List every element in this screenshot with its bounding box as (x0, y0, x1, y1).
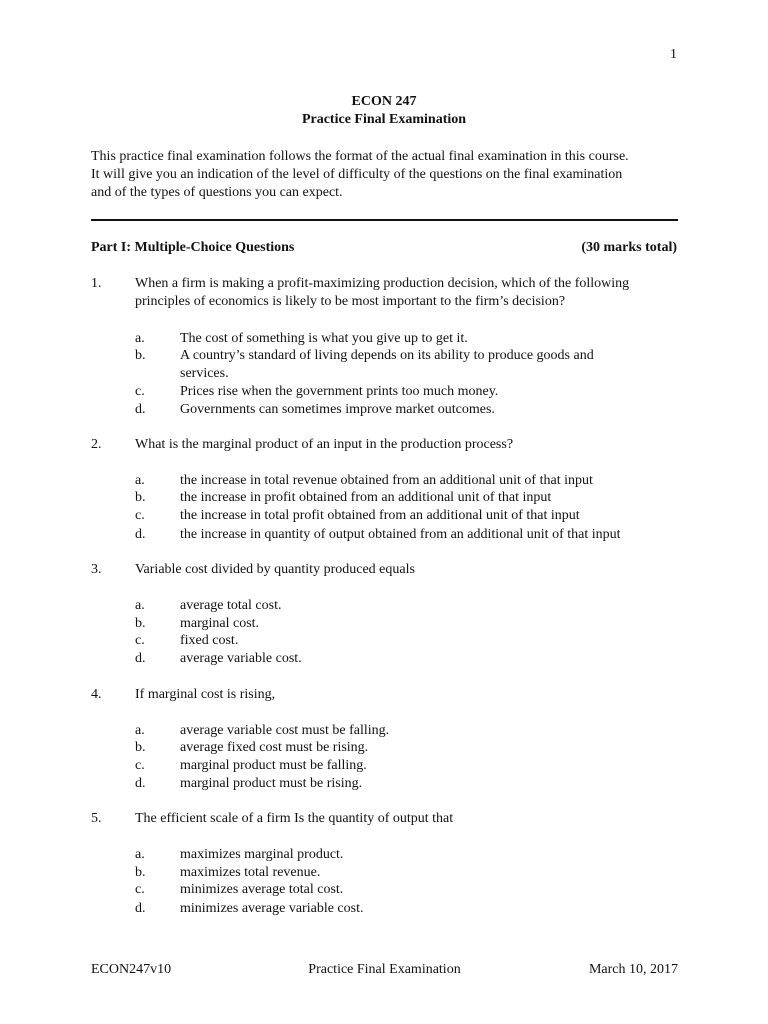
option-line: The cost of something is what you give up to get it. (180, 331, 468, 346)
option-line: services. (180, 366, 229, 381)
document-title: Practice Final Examination (301, 112, 467, 127)
option-text (180, 526, 680, 544)
intro-paragraph (91, 148, 681, 202)
option-text (180, 722, 680, 740)
option-line: Prices rise when the government prints too much money. (180, 384, 499, 399)
option-letter: b. (135, 616, 146, 631)
option-text (180, 632, 680, 650)
question-text (135, 561, 680, 579)
question-text (135, 810, 680, 828)
option-text (180, 775, 680, 793)
option-text (180, 757, 680, 775)
option-letter: a. (135, 598, 145, 613)
option-line: Governments can sometimes improve market outcomes. (180, 402, 495, 417)
option-line: minimizes average variable cost. (180, 901, 364, 916)
question-text (135, 436, 680, 454)
option-text (180, 597, 680, 615)
option-letter: c. (135, 384, 145, 399)
option-line: the increase in total profit obtained from an additional unit of that input (180, 508, 580, 523)
option-line: marginal product must be rising. (180, 776, 363, 791)
question-line: What is the marginal product of an input in the production process? (135, 437, 514, 452)
option-letter: b. (135, 865, 146, 880)
option-letter: d. (135, 402, 146, 417)
footer-doc-id: ECON247v10 (91, 962, 172, 977)
option-letter: a. (135, 723, 145, 738)
option-line: A country’s standard of living depends on its ability to produce goods and (180, 348, 594, 363)
option-line: fixed cost. (180, 633, 239, 648)
option-letter: c. (135, 882, 145, 897)
question-number: 3. (91, 562, 102, 577)
option-letter: b. (135, 740, 146, 755)
footer-title: Practice Final Examination (308, 962, 461, 977)
question-number: 5. (91, 811, 102, 826)
question-number: 4. (91, 687, 102, 702)
question-number: 1. (91, 276, 102, 291)
question-line: Variable cost divided by quantity produced equals (135, 562, 415, 577)
option-line: marginal cost. (180, 616, 260, 631)
option-text (180, 489, 680, 507)
option-text (180, 507, 680, 525)
question-line: principles of economics is likely to be most important to the firm’s decision? (135, 294, 566, 309)
page-number: 1 (670, 47, 677, 62)
option-letter: d. (135, 776, 146, 791)
section-marks: (30 marks total) (581, 240, 677, 255)
option-text (180, 347, 680, 383)
option-line: average variable cost. (180, 651, 302, 666)
option-line: the increase in profit obtained from an additional unit of that input (180, 490, 552, 505)
question-line: When a firm is making a profit-maximizing production decision, which of the following (135, 276, 630, 291)
intro-line: This practice final examination follows the format of the actual final examination in this course. (91, 149, 629, 164)
option-line: average total cost. (180, 598, 282, 613)
question-line: The efficient scale of a firm Is the quantity of output that (135, 811, 454, 826)
option-letter: c. (135, 633, 145, 648)
option-line: minimizes average total cost. (180, 882, 344, 897)
option-line: maximizes marginal product. (180, 847, 344, 862)
section-title: Part I: Multiple-Choice Questions (91, 240, 295, 255)
option-text (180, 900, 680, 918)
horizontal-rule (91, 219, 678, 221)
question-text (135, 686, 680, 704)
option-letter: a. (135, 847, 145, 862)
course-code: ECON 247 (351, 94, 417, 109)
option-text (180, 330, 680, 348)
intro-line: It will give you an indication of the level of difficulty of the questions on the final examination (91, 167, 623, 182)
option-line: the increase in quantity of output obtained from an additional unit of that input (180, 527, 621, 542)
option-text (180, 881, 680, 899)
option-line: average variable cost must be falling. (180, 723, 390, 738)
option-letter: a. (135, 331, 145, 346)
option-line: maximizes total revenue. (180, 865, 321, 880)
option-text (180, 472, 680, 490)
intro-line: and of the types of questions you can expect. (91, 185, 343, 200)
option-text (180, 383, 680, 401)
option-text (180, 864, 680, 882)
option-letter: d. (135, 651, 146, 666)
option-text (180, 650, 680, 668)
option-text (180, 739, 680, 757)
option-letter: a. (135, 473, 145, 488)
option-letter: d. (135, 901, 146, 916)
option-letter: c. (135, 508, 145, 523)
option-letter: d. (135, 527, 146, 542)
option-text (180, 846, 680, 864)
question-text (135, 275, 680, 311)
option-line: average fixed cost must be rising. (180, 740, 369, 755)
footer-date: March 10, 2017 (588, 962, 678, 977)
option-letter: c. (135, 758, 145, 773)
question-number: 2. (91, 437, 102, 452)
option-text (180, 401, 680, 419)
question-line: If marginal cost is rising, (135, 687, 276, 702)
option-line: marginal product must be falling. (180, 758, 367, 773)
option-letter: b. (135, 348, 146, 363)
option-line: the increase in total revenue obtained from an additional unit of that input (180, 473, 593, 488)
option-letter: b. (135, 490, 146, 505)
option-text (180, 615, 680, 633)
